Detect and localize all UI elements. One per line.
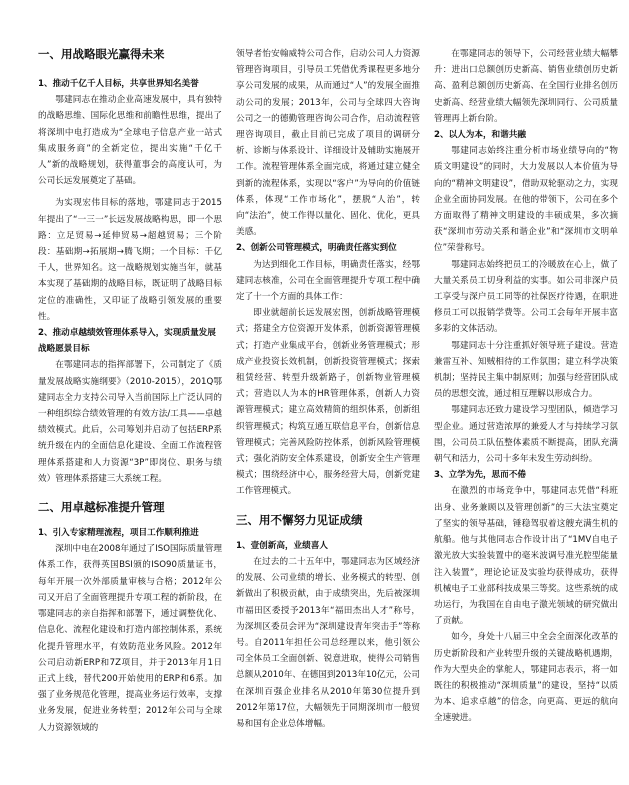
- paragraph: 为实现宏伟目标的落地，鄂建同志于2015年提出了“一三一”长远发展战略构思，即一个思路：立足贸易→延伸贸易→超越贸易；三个阶段：基础期→拓展期→腾飞期；一个目标：千亿千人，世界知名。这一战略规划实施当年，就基本实现了基础期的战略目标，既证明了战略目标定位的准确性，又印证了战略引领发展的重要性。: [38, 198, 222, 322]
- paragraph: 即业就超前长远发展宏图，创新战略管理模式；搭建全方位资源开发体系，创新资源管理模式；打造产业集成平台，创新业务管理模式；形成产业投资长效机制，创新投资管理模式；探索租赁经营、转型升级新路子，创新物业管理模式；营造以人为本的HR管理体系，创新人力资源管理模式；建立高效精简的组织体系，创新组织管理模式；构筑互通互联信息平台，创新信息管理模式；完善风险防控体系，创新风险管理模式；强化消防安全体系建设，创新安全生产管理模式；围绕经济中心，服务经营大局，创新党建工作管理模式。: [236, 308, 420, 497]
- section-heading: 一、用战略眼光赢得未来: [38, 47, 165, 61]
- subsection-heading: 2、推动卓越绩效管理体系导入，实现质量发展战略愿景目标: [38, 328, 216, 355]
- paragraph: 如今，身处十八届三中全会全面深化改革的历史新阶段和产业转型升级的关键战略机遇期，作为大型央企的掌舵人，鄂建同志表示，将一如既往的积极推动“深圳质量”的建设，坚持“以质为本、追求卓越”的信念，向更高、更远的航向全速驶进。: [434, 632, 618, 724]
- paragraph: 在激烈的市场竞争中，鄂建同志凭借“科班出身、业务兼顾以及管理创新”的三大法宝奠定了坚实的领导基础，锤稳驾驭着这艘充满生机的航船。他与其他同志合作设计出了“1MV自电子激光放大实验装置中的毫米波调号准光腔型能量注入装置”，理论论证及实验均获得成功，获得机械电子工业部科技成果三等奖。这些系统的成功运行，为我国在自由电子激光领域的研究做出了贡献。: [434, 486, 618, 627]
- column-left: [38, 46, 222, 785]
- subsection-heading: 1、推动千亿千人目标，共享世界知名美誉: [38, 79, 199, 89]
- paragraph: 鄂建同志始终把员工的冷暖放在心上，做了大量关系员工切身利益的实事。如公司非深户员工享受与深户员工同等的社保医疗待遇，在职进修员工可以报销学费等。公司工会每年开展丰富多彩的文体活动。: [434, 259, 618, 335]
- subsection-heading: 1、壹创新高，业绩喜人: [236, 540, 328, 551]
- column-right: [434, 46, 618, 785]
- section-heading: 三、用不懈努力见证成绩: [236, 512, 363, 527]
- paragraph: 在鄂建同志的指挥部署下，公司制定了《质量发展战略实施纲要》（2010-2015），201Q鄂建同志全力支持公司导入当前国际上广泛认同的一种组织综合绩效管理的有效方法/工具——卓越绩效模式。此后，公司筹划并启动了包括ERP系统升级在内的全面信息化建设、全面工作流程管理体系搭建和人力资源“3P”即岗位、职务与绩效）管理体系搭建三大系统工程。: [38, 360, 222, 484]
- paragraph: 鄂建同志十分注重抓好领导班子建设。营造兼雷互补、知贼相待的工作氛围；建立科学决策机制；坚持民主集中制原则；加强与经营团队成员的思想交流，通过相互理解以形成合力。: [434, 340, 618, 400]
- paragraph: 在过去的二十五年中，鄂建同志为区域经济的发展、公司业绩的增长、业务模式的转型、创新做出了积极贡献，由于成绩突出，先后被深圳市福田区委授予2013年“福田杰出人才”称号，为深圳区委员会评为“深圳建设青年突击手”等称号。自2011年担任公司总经理以来，他引领公司全体员工全面创新、锐意进取，使得公司销售总额从2010年、在德国到2013年10亿元，公司在深圳百强企业排名从2010年第30位提升到2012年第17位，大幅领先于同期深圳市一般贸易和国有企业总体增幅。: [236, 556, 420, 729]
- subsection-heading: 2、创新公司管理模式，明确责任落实到位: [236, 243, 397, 254]
- subsection-heading: 2、以人为本，和谐共融: [434, 130, 526, 141]
- paragraph: 深圳中电在2008年通过了ISO国际质量管理体系工作，获得英国BSI颁的ISO90质量证书，每年开展一次外部质量审核与合格；2012年公司又开启了全面管理提升专项工程的新阶段，在鄂建同志的亲自指挥和部署下，通过调整优化、信息化、流程化建设和打造内部控制体系，系统化提升管理水平，有效防范业务风险。2012年公司启动新ERP和7Z项目，并于2013年月1日正式上线，替代200开始使用的ERP和6系。加强了业务规范化管理，提高业务运行效率，支撑业务发展，促进业务转型；2012年公司与全球人力资源领域的: [38, 544, 222, 733]
- subsection-heading: 3、立学为先，思而不倦: [434, 470, 526, 481]
- paragraph: 鄂建同志始终注重分析市场业绩导向的“物质文明建设”的同时，大力发展以人本价值为导向的“精神文明建设”，借助双轮驱动之力，实现企业全面协同发展。在他的带领下，公司在多个方面取得了精神文明建设的丰硕成果，多次摘获“深圳市劳动关系和谐企业”和“深圳市文明单位”荣誉称号。: [434, 146, 618, 254]
- paragraph: 领导者怡安翰威特公司合作，启动公司人力资源管理咨询项目，引导员工凭借优秀课程更多地分享公司发展的成果，从而通过“人”的发展全面推动公司的发展；2013年，公司与全球四大咨询公司之一的德勤管理咨询公司合作，启动流程管理咨询项目，截止目前已完成了项目的调研分析、诊断与体系设计、详细设计及辅助实施展开工作。流程管理体系全面完成，将通过建立健全到新的流程体系，实现以“客户”为导向的价值链体系，体现“工作市场化”，摆脱“人治”，转向“法治”，使工作得以量化、固化、优化，更具美感。: [236, 49, 420, 238]
- column-middle: [236, 46, 420, 785]
- paragraph: 鄂建同志还致力建设学习型团队，倾造学习型企业。通过营造浓厚的兼爱人才与持续学习氛围，公司员工队伍整体素质不断提高，团队充满朝气和活力，公司十多年未发生劳动纠纷。: [434, 405, 618, 465]
- subsection-heading: 1、引入专家精理流程，项目工作顺利推进: [38, 528, 199, 539]
- paragraph: 为达到细化工作目标，明确责任落实，经鄂建同志核准，公司在全面管理提升专项工程中确定了十一个方面的具体工作：: [236, 259, 420, 303]
- section-heading: 二、用卓越标准提升管理: [38, 500, 165, 515]
- paragraph: 在鄂建同志的领导下，公司经营业绩大幅攀升：进出口总额创历史新高、销售业绩创历史新高、盈利总额创历史新高、在全国行业排名创历史新高、经营业绩大幅领先深圳同行、公司质量管理再上新台阶。: [434, 49, 618, 124]
- paragraph: 鄂建同志在推动企业高速发展中，具有独特的战略思维、国际化思维和前瞻性思维，提出了将深圳中电打造成为“全球电子信息产业一站式集成服务商”的全新定位，提出实施“千亿千人”新的战略规划，获得董事会的高度认可，为公司长远发展奠定了基础。: [38, 95, 222, 187]
